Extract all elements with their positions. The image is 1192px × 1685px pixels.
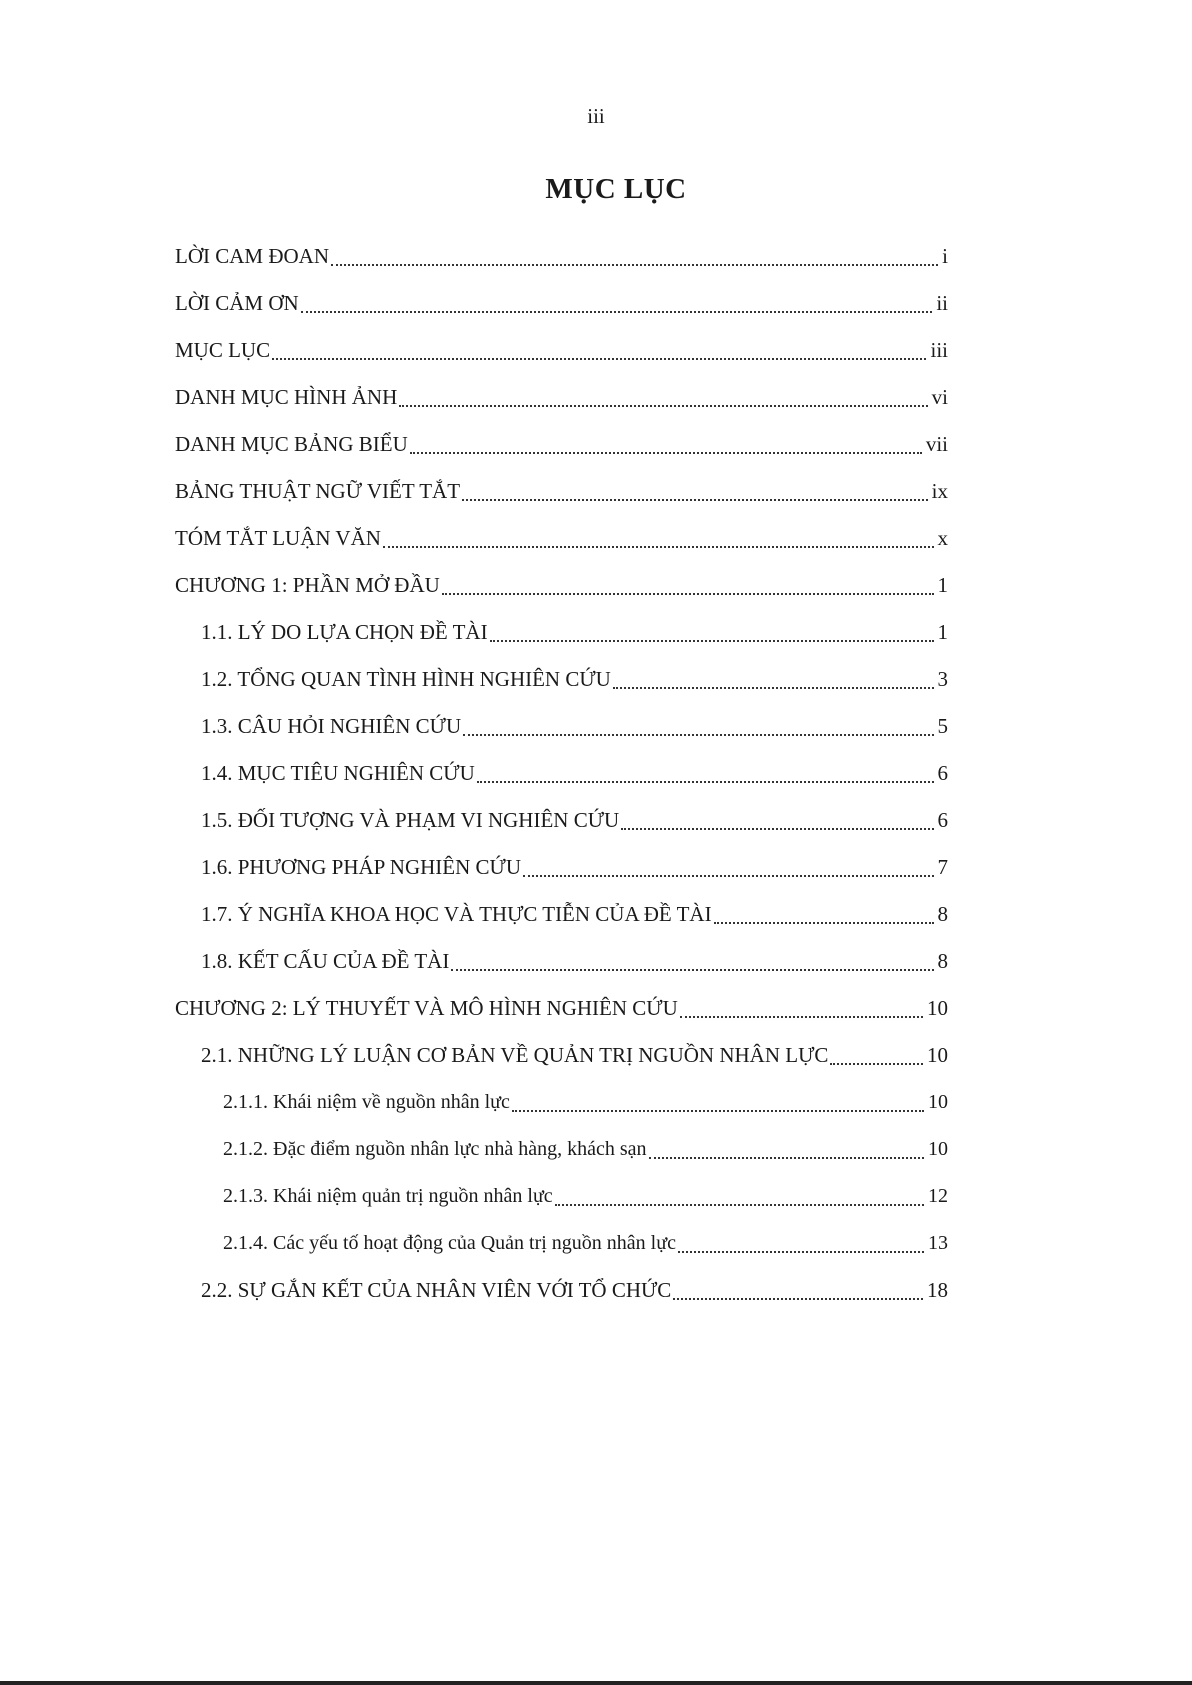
dot-leader	[512, 1087, 926, 1117]
dot-leader	[331, 241, 940, 271]
toc-entry-page: 5	[937, 714, 948, 738]
toc-entry-label: 1.6. PHƯƠNG PHÁP NGHIÊN CỨU	[201, 855, 521, 879]
toc-entry-label: 2.1.3. Khái niệm quản trị nguồn nhân lực	[223, 1185, 553, 1207]
dot-leader	[673, 1275, 925, 1305]
table-of-contents	[175, 241, 948, 1322]
toc-entry-label: TÓM TẮT LUẬN VĂN	[175, 526, 381, 550]
toc-entry-label: CHƯƠNG 1: PHẦN MỞ ĐẦU	[175, 573, 440, 597]
dot-leader	[523, 852, 936, 882]
dot-leader	[678, 1228, 926, 1258]
page-number: iii	[587, 104, 605, 128]
toc-entry-label: LỜI CẢM ƠN	[175, 291, 299, 315]
dot-leader	[462, 476, 930, 506]
toc-entry[interactable]	[175, 241, 948, 288]
toc-entry-label: 1.1. LÝ DO LỰA CHỌN ĐỀ TÀI	[201, 620, 488, 644]
toc-entry-page: 3	[937, 667, 948, 691]
dot-leader	[451, 946, 935, 976]
toc-entry-page: ix	[931, 479, 948, 503]
toc-entry[interactable]	[175, 476, 948, 523]
toc-entry[interactable]	[175, 993, 948, 1040]
toc-entry-page: 7	[937, 855, 948, 879]
dot-leader	[463, 711, 935, 741]
dot-leader	[383, 523, 936, 553]
toc-entry-page: vii	[925, 432, 948, 456]
dot-leader	[714, 899, 936, 929]
toc-entry-label: 2.1.4. Các yếu tố hoạt động của Quản trị nguồn nhân lực	[223, 1232, 676, 1254]
toc-entry-label: 1.3. CÂU HỎI NGHIÊN CỨU	[201, 714, 462, 738]
toc-entry[interactable]	[175, 1275, 948, 1322]
dot-leader	[410, 429, 924, 459]
bottom-divider	[0, 1681, 1192, 1685]
dot-leader	[649, 1134, 926, 1164]
dot-leader	[680, 993, 925, 1023]
dot-leader	[272, 335, 928, 365]
toc-entry-page: i	[942, 244, 948, 268]
toc-entry[interactable]	[175, 1181, 948, 1228]
toc-entry-label: 2.1.1. Khái niệm về nguồn nhân lực	[223, 1091, 510, 1113]
toc-entry-label: BẢNG THUẬT NGỮ VIẾT TẮT	[175, 479, 461, 503]
dot-leader	[613, 664, 936, 694]
toc-entry[interactable]	[175, 805, 948, 852]
dot-leader	[830, 1040, 925, 1070]
toc-entry[interactable]	[175, 664, 948, 711]
toc-entry-label: 2.1. NHỮNG LÝ LUẬN CƠ BẢN VỀ QUẢN TRỊ NGUỒN NHÂN LỰC	[201, 1043, 829, 1067]
toc-entry-label: 1.2. TỔNG QUAN TÌNH HÌNH NGHIÊN CỨU	[201, 667, 611, 691]
toc-entry[interactable]	[175, 899, 948, 946]
toc-entry-page: 12	[928, 1185, 948, 1207]
toc-entry-page: 13	[928, 1232, 948, 1254]
toc-entry[interactable]	[175, 758, 948, 805]
toc-entry[interactable]	[175, 1228, 948, 1275]
toc-entry[interactable]	[175, 288, 948, 335]
toc-entry-label: 1.7. Ý NGHĨA KHOA HỌC VÀ THỰC TIỄN CỦA ĐỀ TÀI	[201, 902, 712, 926]
toc-entry[interactable]	[175, 382, 948, 429]
toc-entry-page: 8	[937, 902, 948, 926]
toc-entry-label: CHƯƠNG 2: LÝ THUYẾT VÀ MÔ HÌNH NGHIÊN CỨU	[175, 996, 678, 1020]
toc-entry-page: 10	[927, 1043, 948, 1067]
toc-entry-page: 1	[937, 573, 948, 597]
toc-entry-page: iii	[930, 338, 948, 362]
toc-entry[interactable]	[175, 570, 948, 617]
toc-entry-page: x	[937, 526, 948, 550]
toc-entry-label: MỤC LỤC	[175, 338, 271, 362]
toc-entry[interactable]	[175, 429, 948, 476]
toc-entry-page: 6	[937, 808, 948, 832]
toc-entry-page: 6	[937, 761, 948, 785]
toc-entry-label: 2.1.2. Đặc điểm nguồn nhân lực nhà hàng, khách sạn	[223, 1138, 647, 1160]
toc-entry[interactable]	[175, 1087, 948, 1134]
toc-entry[interactable]	[175, 852, 948, 899]
dot-leader	[477, 758, 936, 788]
toc-entry-label: 1.4. MỤC TIÊU NGHIÊN CỨU	[201, 761, 475, 785]
toc-entry-page: 10	[928, 1138, 948, 1160]
toc-entry[interactable]	[175, 523, 948, 570]
toc-entry[interactable]	[175, 617, 948, 664]
dot-leader	[621, 805, 935, 835]
toc-entry-page: 8	[937, 949, 948, 973]
dot-leader	[490, 617, 936, 647]
dot-leader	[301, 288, 935, 318]
toc-entry-page: 18	[927, 1278, 948, 1302]
toc-entry[interactable]	[175, 946, 948, 993]
toc-entry-label: 1.5. ĐỐI TƯỢNG VÀ PHẠM VI NGHIÊN CỨU	[201, 808, 620, 832]
toc-entry-page: vi	[931, 385, 948, 409]
toc-entry-label: DANH MỤC BẢNG BIỂU	[175, 432, 408, 456]
toc-entry[interactable]	[175, 1040, 948, 1087]
toc-entry-page: ii	[936, 291, 948, 315]
toc-entry-label: LỜI CAM ĐOAN	[175, 244, 329, 268]
toc-entry-label: DANH MỤC HÌNH ẢNH	[175, 385, 398, 409]
toc-entry-label: 2.2. SỰ GẮN KẾT CỦA NHÂN VIÊN VỚI TỔ CHỨC	[201, 1278, 672, 1302]
toc-entry[interactable]	[175, 1134, 948, 1181]
toc-entry[interactable]	[175, 335, 948, 382]
toc-entry[interactable]	[175, 711, 948, 758]
toc-entry-page: 10	[928, 1091, 948, 1113]
dot-leader	[555, 1181, 926, 1211]
toc-entry-page: 1	[937, 620, 948, 644]
dot-leader	[442, 570, 936, 600]
toc-entry-page: 10	[927, 996, 948, 1020]
toc-entry-label: 1.8. KẾT CẤU CỦA ĐỀ TÀI	[201, 949, 450, 973]
page-title: MỤC LỤC	[545, 173, 687, 205]
dot-leader	[399, 382, 929, 412]
